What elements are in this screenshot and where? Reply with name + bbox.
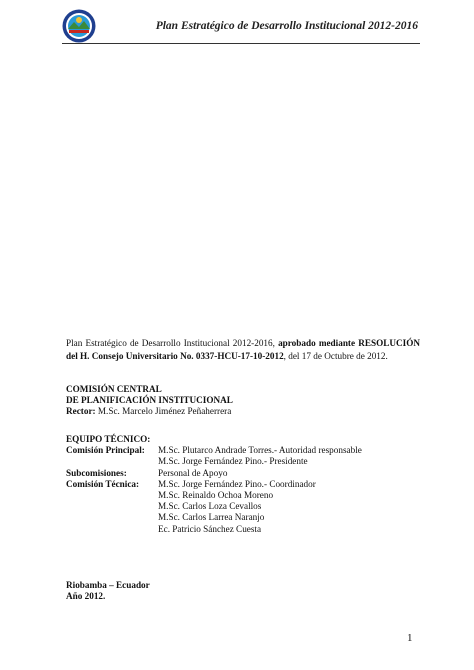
comision-title-line1: COMISIÓN CENTRAL bbox=[66, 384, 162, 394]
team-member: M.Sc. Carlos Loza Cevallos bbox=[158, 501, 262, 512]
equipo-title: EQUIPO TÉCNICO: bbox=[66, 434, 151, 444]
team-member: Personal de Apoyo bbox=[158, 467, 228, 478]
page-number: 1 bbox=[407, 632, 413, 644]
team-member: Ec. Patricio Sánchez Cuesta bbox=[158, 523, 262, 534]
comision-title-line2: DE PLANIFICACIÓN INSTITUCIONAL bbox=[66, 395, 233, 406]
equipo-tecnico-section bbox=[66, 434, 362, 535]
approval-paragraph bbox=[66, 337, 420, 363]
rector-name: M.Sc. Marcelo Jiménez Peñaherrera bbox=[95, 406, 232, 417]
approval-resolution: aprobado mediante RESOLUCIÓN del H. Consejo Universitario No. 0337-HCU-17-10-2012 bbox=[66, 338, 420, 361]
team-row bbox=[66, 512, 362, 523]
team-row bbox=[66, 490, 362, 501]
team-member: M.Sc. Plutarco Andrade Torres.- Autoridad responsable bbox=[158, 445, 362, 456]
team-role-label: Comisión Técnica: bbox=[66, 478, 140, 489]
team-member: M.Sc. Carlos Larrea Naranjo bbox=[158, 512, 265, 523]
team-row bbox=[66, 524, 362, 535]
comision-section bbox=[66, 384, 233, 418]
team-role-label: Subcomisiones: bbox=[66, 467, 127, 478]
location-city: Riobamba – Ecuador bbox=[66, 580, 150, 590]
rector-label: Rector: bbox=[66, 406, 96, 417]
location-year: Año 2012. bbox=[66, 591, 106, 602]
team-row bbox=[66, 456, 362, 467]
university-seal-icon bbox=[62, 9, 96, 43]
team-row bbox=[66, 445, 362, 456]
team-role-label bbox=[66, 456, 158, 467]
team-member: M.Sc. Reinaldo Ochoa Moreno bbox=[158, 490, 274, 501]
team-row bbox=[66, 501, 362, 512]
location-block bbox=[66, 580, 150, 602]
team-member: M.Sc. Jorge Fernández Pino.- Coordinador bbox=[158, 478, 316, 489]
team-member: M.Sc. Jorge Fernández Pino.- Presidente bbox=[158, 456, 308, 467]
team-role-label bbox=[66, 524, 158, 535]
team-role-label bbox=[66, 501, 158, 512]
team-role-label bbox=[66, 512, 158, 523]
approval-intro: Plan Estratégico de Desarrollo Institucional 2012-2016, bbox=[66, 338, 279, 348]
approval-date: , del 17 de Octubre de 2012. bbox=[283, 351, 388, 361]
team-role-label bbox=[66, 490, 158, 501]
rector-line bbox=[66, 406, 233, 417]
team-row bbox=[66, 468, 362, 479]
header-divider bbox=[62, 43, 420, 44]
team-role-label: Comisión Principal: bbox=[66, 445, 145, 456]
team-row bbox=[66, 479, 362, 490]
header-title: Plan Estratégico de Desarrollo Institucional 2012-2016 bbox=[155, 20, 418, 32]
